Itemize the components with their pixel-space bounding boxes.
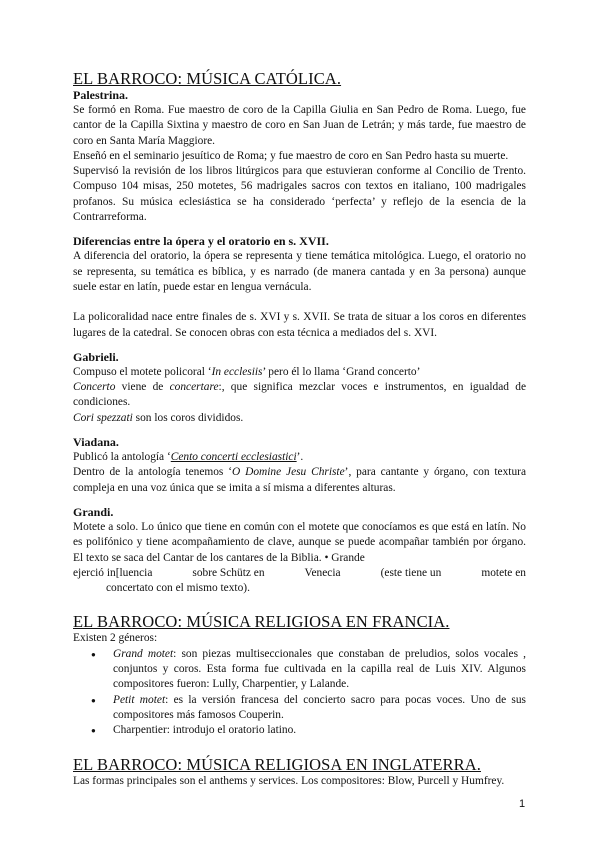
- heading-palestrina: Palestrina.: [73, 88, 128, 102]
- grandi-paragraph-1: Motete a solo. Lo único que tiene en común con el motete que conocíamos es que está en latín. No es polifónico y tiene acompañamiento de clave, aunque se puede acompañar también por órgano. El texto se saca del Cantar de los cantares de la Biblia. • Grande: [73, 520, 526, 564]
- francia-genre-list: [73, 647, 526, 739]
- section-title-catolica: EL BARROCO: MÚSICA CATÓLICA.: [73, 69, 342, 88]
- heading-opera-oratorio: Diferencias entre la ópera y el oratorio en s. XVII.: [73, 234, 329, 249]
- page-number: 1: [519, 798, 526, 810]
- viadana-paragraph-1: Publicó la antología ‘Cento concerti ecclesiastici’.: [73, 451, 304, 464]
- heading-gabrieli: Gabrieli.: [73, 349, 119, 364]
- list-item-grand-motet: ● Grand motet: son piezas multiseccionales que constaban de preludios, solos vocales , conjuntos y coros. Esta forma fue cultivada en la capilla real de Luis XIV. Algunos compositores fueron: Lully, Charpentier, y Lalande.: [113, 647, 526, 693]
- viadana-paragraph-2: Dentro de la antología tenemos ‘O Domine Jesu Christe’, para cantante y órgano, con textura compleja en una voz única que se imita a sí misma a diferentes alturas.: [73, 466, 526, 494]
- palestrina-paragraph-1: Se formó en Roma. Fue maestro de coro de la Capilla Giulia en San Pedro de Roma. Luego, fue cantor de la Capilla Sixtina y maestro de coro en San Juan de Letrán; y más tarde, fue maestro de coro en Santa María Maggiore.: [73, 104, 526, 147]
- heading-viadana: Viadana.: [73, 435, 119, 450]
- gabrieli-paragraph-2: Concerto viene de concertare:, que significa mezclar voces e instrumentos, en igualdad de condiciones.: [73, 381, 526, 409]
- opera-paragraph-1: A diferencia del oratorio, la ópera se representa y tiene temática mitológica. Luego, el oratorio no se representa, su temática es bíblica, y es narrado (de manera cantada y en 3a persona) aunque suele estar en latín, puede estar en lengua vernácula.: [73, 250, 526, 293]
- palestrina-paragraph-2: Enseñó en el seminario jesuítico de Roma; y fue maestro de coro en San Pedro hasta su muerte.: [73, 149, 509, 162]
- palestrina-paragraph-3: Supervisó la revisión de los libros litúrgicos para que estuvieran conforme al Concilio de Trento. Compuso 104 misas, 250 motetes, 56 madrigales sacros con textos en italiano, 100 madrigales profanos. Su música eclesiástica se ha considerado ‘perfecta’ y reflejo de la esencia de la Contrarreforma.: [73, 165, 526, 224]
- heading-grandi: Grandi.: [73, 504, 114, 519]
- francia-intro: Existen 2 géneros:: [73, 632, 158, 645]
- list-item-charpentier: ● Charpentier: introdujo el oratorio latino.: [113, 723, 526, 738]
- inglaterra-paragraph: Las formas principales son el anthems y services. Los compositores: Blow, Purcell y Humfrey.: [73, 774, 505, 787]
- gabrieli-paragraph-1: Compuso el motete policoral ‘In ecclesiis’ pero él lo llama ‘Grand concerto’: [73, 365, 421, 378]
- section-title-francia: EL BARROCO: MÚSICA RELIGIOSA EN FRANCIA.: [73, 612, 450, 632]
- grandi-line-2: ejerció in[luencia sobre Schütz en Venecia (este tiene un motete en: [73, 566, 526, 579]
- gabrieli-paragraph-3: Cori spezzati son los coros divididos.: [73, 411, 244, 424]
- opera-paragraph-2: La policoralidad nace entre finales de s. XVI y s. XVII. Se trata de situar a los coros en diferentes lugares de la catedral. Se conocen obras con esta técnica a mediados del s. XVI.: [73, 311, 526, 339]
- grandi-line-3: concertato con el mismo texto).: [106, 582, 250, 595]
- section-title-inglaterra: EL BARROCO: MÚSICA RELIGIOSA EN INGLATERRA.: [73, 754, 481, 774]
- list-item-petit-motet: ● Petit motet: es la versión francesa del concierto sacro para pocas voces. Uno de sus compositores más famosos Couperin.: [113, 693, 526, 724]
- document-page: [73, 70, 526, 789]
